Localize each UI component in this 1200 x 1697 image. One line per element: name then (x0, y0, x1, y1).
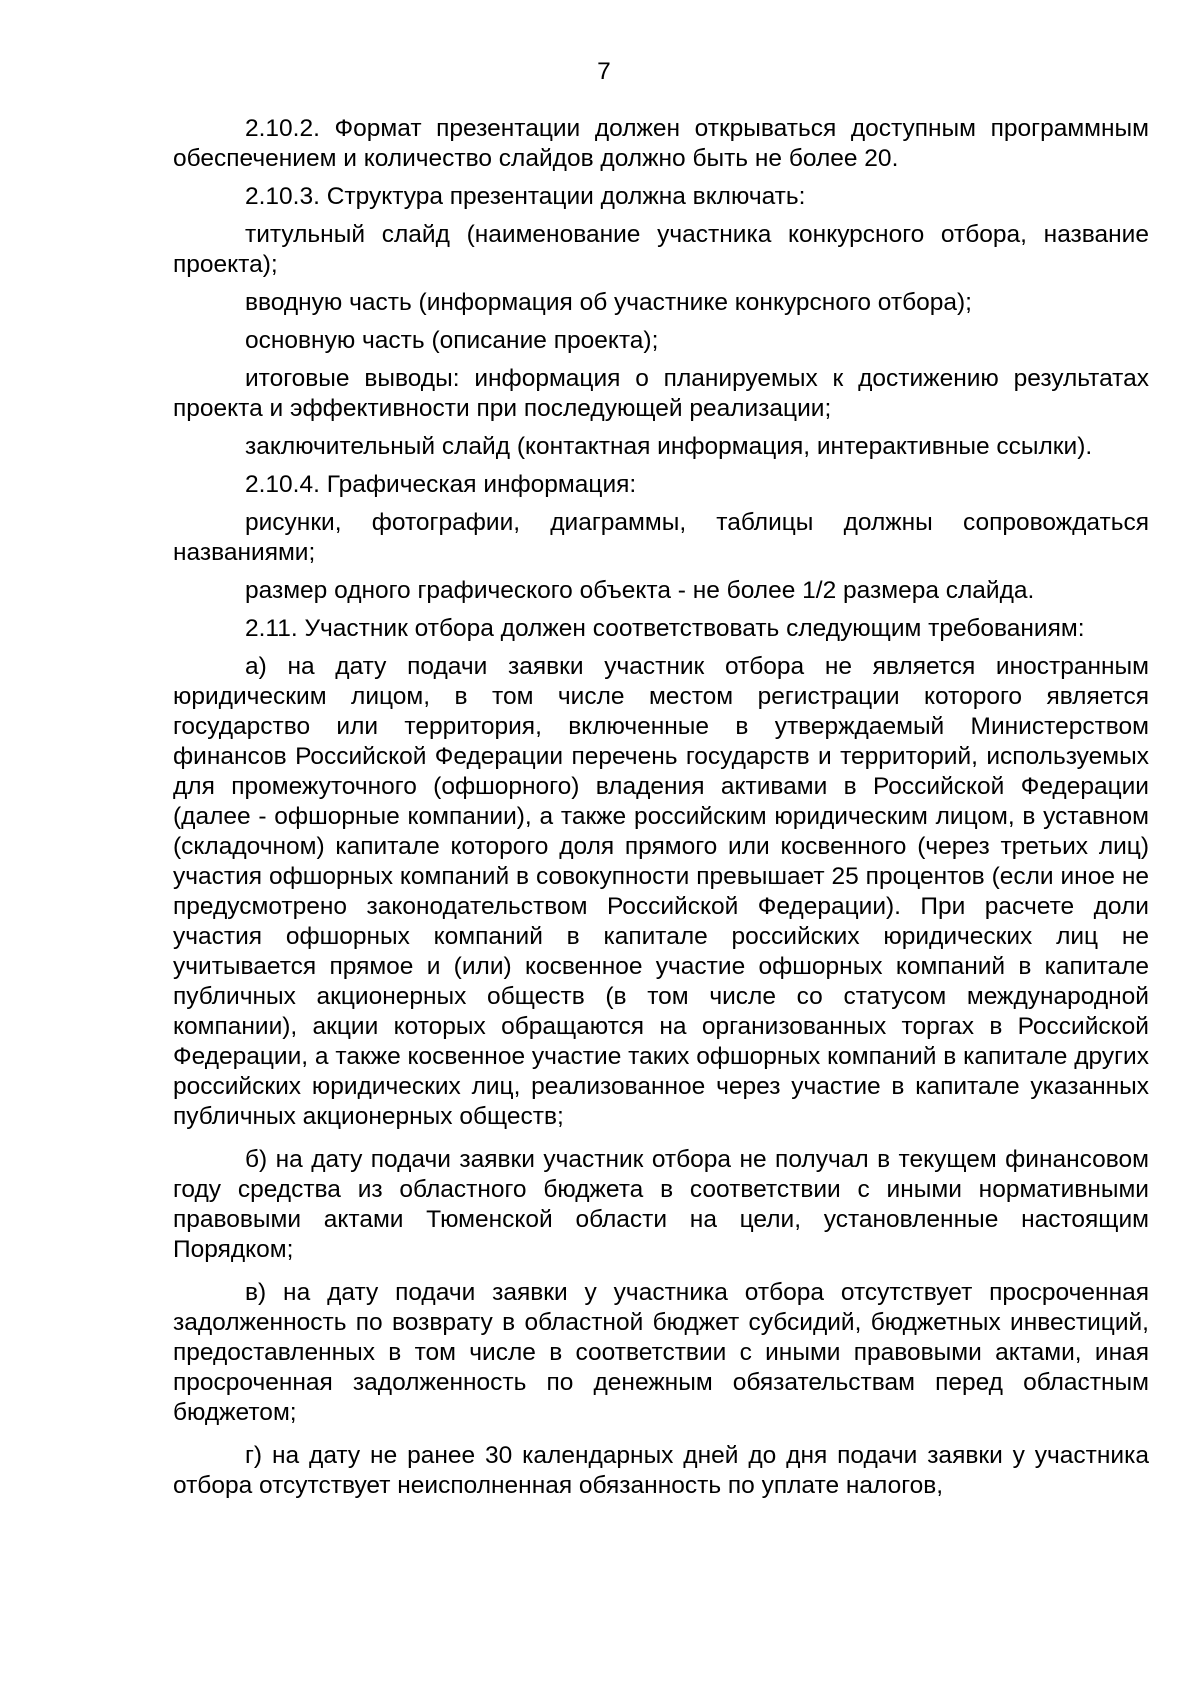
document-body (173, 114, 1149, 1509)
paragraph-2-10-4: 2.10.4. Графическая информация: (245, 471, 637, 498)
paragraph-2-11: 2.11. Участник отбора должен соответствовать следующим требованиям: (245, 615, 1085, 642)
list-item-intro: вводную часть (информация об участнике конкурсного отбора); (245, 289, 972, 316)
list-item-graphics: рисунки, фотографии, диаграммы, таблицы должны сопровождаться названиями; (173, 509, 1149, 566)
paragraph-2-10-2: 2.10.2. Формат презентации должен открываться доступным программным обеспечением и количество слайдов должно быть не более 20. (173, 115, 1149, 172)
list-item-final-slide: заключительный слайд (контактная информация, интерактивные ссылки). (245, 433, 1093, 460)
requirement-b: б) на дату подачи заявки участник отбора не получал в текущем финансовом году средства из областного бюджета в соответствии с иными нормативными правовыми актами Тюменской области на цели, установленные настоящим Порядком; (173, 1146, 1149, 1263)
list-item-title-slide: титульный слайд (наименование участника конкурсного отбора, название проекта); (173, 221, 1149, 278)
page-number: 7 (597, 58, 611, 85)
requirement-a: а) на дату подачи заявки участник отбора не является иностранным юридическим лицом, в том числе местом регистрации которого является государство или территория, включенные в утверждаемый Министерством финансов Российской Федерации перечень государств и территорий, используемых для промежуточного (офшорного) владения активами в Российской Федерации (далее - офшорные компании), а также российским юридическим лицом, в уставном (складочном) капитале которого доля прямого или косвенного (через третьих лиц) участия офшорных компаний в совокупности превышает 25 процентов (если иное не предусмотрено законодательством Российской Федерации). При расчете доли участия офшорных компаний в капитале российских юридических лиц не учитывается прямое и (или) косвенное участие офшорных компаний в капитале публичных акционерных обществ (в том числе со статусом международной компании), акции которых обращаются на организованных торгах в Российской Федерации, а также косвенное участие таких офшорных компаний в капитале других российских юридических лиц, реализованное через участие в капитале указанных публичных акционерных обществ; (173, 653, 1149, 1130)
list-item-graphics-size: размер одного графического объекта - не более 1/2 размера слайда. (245, 577, 1035, 604)
requirement-g: г) на дату не ранее 30 календарных дней до дня подачи заявки у участника отбора отсутствует неисполненная обязанность по уплате налогов, (173, 1442, 1149, 1499)
paragraph-2-10-3: 2.10.3. Структура презентации должна включать: (245, 183, 806, 210)
list-item-conclusions: итоговые выводы: информация о планируемых к достижению результатах проекта и эффективности при последующей реализации; (173, 365, 1149, 422)
list-item-main-part: основную часть (описание проекта); (245, 327, 659, 354)
requirement-v: в) на дату подачи заявки у участника отбора отсутствует просроченная задолженность по возврату в областной бюджет субсидий, бюджетных инвестиций, предоставленных в том числе в соответствии с иными правовыми актами, иная просроченная задолженность по денежным обязательствам перед областным бюджетом; (173, 1279, 1149, 1426)
